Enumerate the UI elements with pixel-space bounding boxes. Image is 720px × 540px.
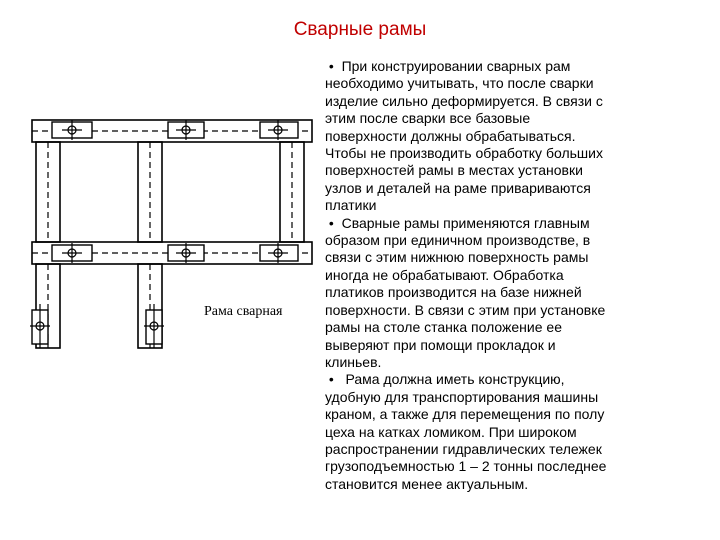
bullet-line: выверяют при помощи прокладок и [325,336,556,353]
bullet-line: связи с этим нижнюю поверхность рамы [325,249,589,266]
bullet-item [325,371,697,493]
bullet-line: удобную для транспортирования машины [325,388,599,405]
figure-caption: Рама сварная [204,304,283,319]
bullet-line: платики [325,197,377,214]
bullet-line: краном, а также для перемещения по полу [325,406,605,423]
bullet-line: этим после сварки все базовые [325,110,531,127]
bullet-line: распространении гидравлических тележек [325,440,602,457]
bullet-line [325,215,697,232]
bullet-line: образом при единичном производстве, в [325,232,591,249]
bullet-list [325,58,697,493]
bullet-line: Чтобы не производить обработку больших [325,145,603,162]
bullet-line [325,371,697,388]
bullet-line [325,58,697,75]
bullet-line: изделие сильно деформируется. В связи с [325,92,603,109]
bullet-text: Рама должна иметь конструкцию, [345,371,565,388]
bullet-line: узлов и деталей на раме привариваются [325,179,591,196]
bullet-line: поверхности. В связи с этим при установке [325,301,606,318]
bullet-line: цеха на катках ломиком. При широком [325,423,577,440]
bullet-line: поверхности должны обрабатываться. [325,127,576,144]
bullet-marker: • [328,214,334,231]
slide-title: Сварные рамы [293,19,427,40]
bullet-line: становится менее актуальным. [325,475,529,492]
bullet-text: Сварные рамы применяются главным [341,214,590,231]
bullet-line: необходимо учитывать, что после сварки [325,75,594,92]
bullet-line: иногда не обрабатывают. Обработка [325,266,564,283]
bullet-line: клиньев. [325,353,382,370]
bullet-marker: • [328,371,334,388]
bullet-text: При конструировании сварных рам [341,58,571,74]
bullet-marker: • [328,58,334,74]
bullet-line: платиков производится на базе нижней [325,284,582,301]
bullet-item [325,215,697,372]
bullet-line: грузоподъемностью 1 – 2 тонны последнее [325,458,607,475]
bullet-line: рамы на столе станка положение ее [325,319,562,336]
bullet-item [325,58,697,215]
bullet-line: поверхностей рамы в местах установки [325,162,583,179]
